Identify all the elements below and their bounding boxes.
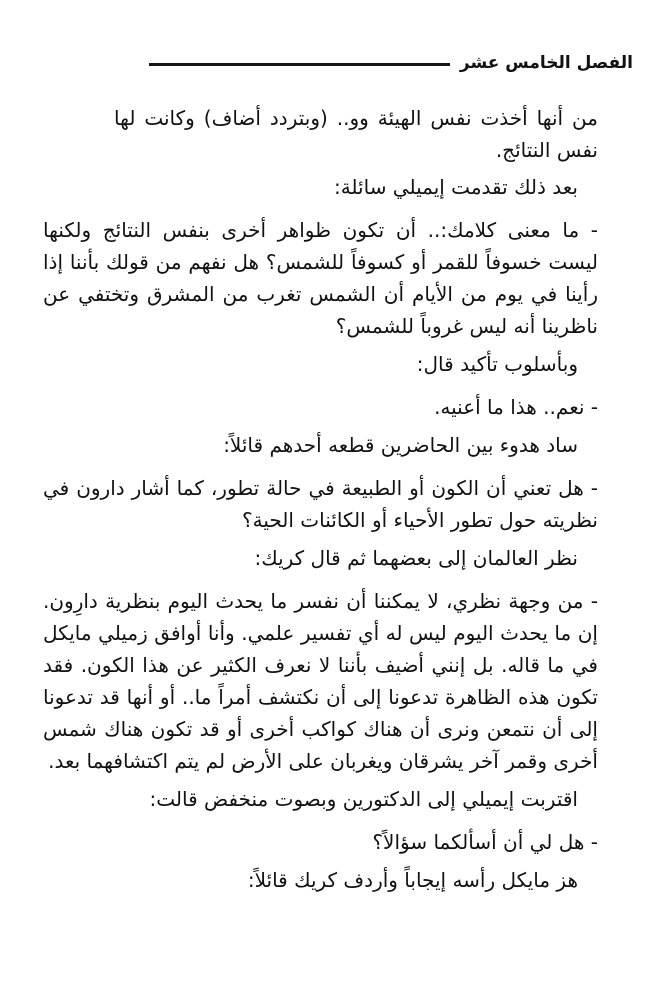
narration-paragraph: هز مايكل رأسه إيجاباً وأردف كريك قائلاً: (247, 868, 578, 892)
narration-paragraph: ساد هدوء بين الحاضرين قطعه أحدهم قائلاً: (223, 433, 578, 457)
dialogue-paragraph: - من وجهة نظري، لا يمكننا أن نفسر ما يحدث اليوم بنظرية دارِون. إن ما يحدث اليوم ليس له أي تفسير علمي. وأنا أوافق زميلي مايكل في ما قاله. بل إنني أضيف بأننا لا نعرف الكثير عن هذا الكون. فقد تكون هذه الظاهرة تدعونا إلى أن نكتشف أمراً ما.. أو أنها قد تدعونا إلى أن نتمعن ونرى أن هناك كواكب أخرى أو قد تكون هناك شمس أخرى وقمر آخر يشرقان ويغربان على الأرض لم يتم اكتشافهما بعد. (43, 589, 598, 773)
narration-paragraph: بعد ذلك تقدمت إيميلي سائلة: (333, 175, 578, 199)
dialogue-paragraph: - نعم.. هذا ما أعنيه. (434, 395, 598, 419)
dialogue-paragraph: - هل تعني أن الكون أو الطبيعة في حالة تطور، كما أشار دارون في نظريته حول تطور الأحياء أو الكائنات الحية؟ (43, 476, 598, 532)
chapter-title: الفصل الخامس عشر (459, 53, 633, 73)
dialogue-paragraph: - ما معنى كلامك:.. أن تكون ظواهر أخرى بنفس النتائج ولكنها ليست خسوفاً للقمر أو كسوفاً للشمس؟ هل نفهم من قولك بأننا إذا رأينا في يوم من الأيام أن الشمس تغرب من المشرق وتختفي عن ناظرينا أنه ليس غروباً للشمس؟ (43, 218, 598, 338)
narration-paragraph: اقتربت إيميلي إلى الدكتورين وبصوت منخفض قالت: (149, 787, 578, 811)
page-body (43, 102, 598, 896)
continuation-paragraph: من أنها أخذت نفس الهيئة وو.. (وبتردد أضاف) وكانت لها نفس النتائج. (114, 106, 598, 162)
header-rule (149, 63, 450, 66)
chapter-header (43, 50, 633, 76)
dialogue-paragraph: - هل لي أن أسألكما سؤالاً؟ (372, 830, 598, 854)
narration-paragraph: نظر العالمان إلى بعضهما ثم قال كريك: (254, 546, 578, 570)
narration-paragraph: وبأسلوب تأكيد قال: (416, 352, 578, 376)
